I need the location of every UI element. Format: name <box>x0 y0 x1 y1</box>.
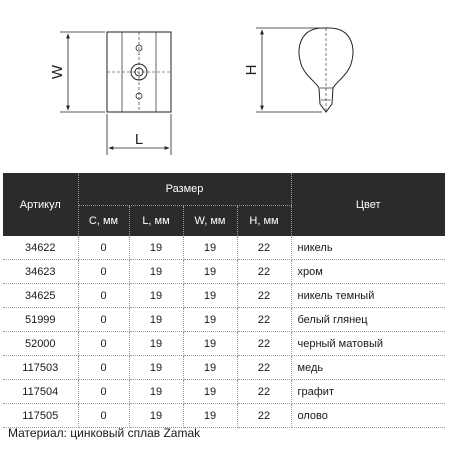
cell-l: 19 <box>129 404 183 428</box>
cell-l: 19 <box>129 236 183 260</box>
dim-w-label: W <box>49 64 66 80</box>
cell-c: 0 <box>78 380 129 404</box>
top-view <box>107 32 171 112</box>
cell-color: медь <box>291 356 445 380</box>
dim-h-label: H <box>243 64 260 76</box>
header-article: Артикул <box>3 173 78 236</box>
cell-w: 19 <box>183 236 237 260</box>
cell-article: 51999 <box>3 308 78 332</box>
table-row <box>3 308 445 332</box>
cell-c: 0 <box>78 356 129 380</box>
header-l: L, мм <box>129 206 183 237</box>
dim-h <box>256 28 322 112</box>
cell-color: олово <box>291 404 445 428</box>
table-row <box>3 404 445 428</box>
table-row <box>3 380 445 404</box>
cell-color: черный матовый <box>291 332 445 356</box>
cell-h: 22 <box>237 332 291 356</box>
cell-l: 19 <box>129 284 183 308</box>
cell-w: 19 <box>183 284 237 308</box>
material-note: Материал: цинковый сплав Zamak <box>8 426 201 440</box>
technical-drawing <box>0 0 450 170</box>
header-h: H, мм <box>237 206 291 237</box>
cell-w: 19 <box>183 260 237 284</box>
cell-c: 0 <box>78 260 129 284</box>
cell-color: хром <box>291 260 445 284</box>
dim-w <box>60 32 105 112</box>
cell-w: 19 <box>183 380 237 404</box>
cell-h: 22 <box>237 308 291 332</box>
header-size-group: Размер <box>78 173 291 206</box>
cell-article: 117505 <box>3 404 78 428</box>
cell-h: 22 <box>237 284 291 308</box>
cell-color: никель темный <box>291 284 445 308</box>
cell-color: никель <box>291 236 445 260</box>
cell-h: 22 <box>237 380 291 404</box>
cell-article: 117503 <box>3 356 78 380</box>
cell-c: 0 <box>78 308 129 332</box>
cell-color: белый глянец <box>291 308 445 332</box>
side-view <box>299 28 353 112</box>
cell-article: 34623 <box>3 260 78 284</box>
table-row <box>3 332 445 356</box>
table-row <box>3 236 445 260</box>
header-color: Цвет <box>291 173 445 236</box>
cell-h: 22 <box>237 260 291 284</box>
cell-c: 0 <box>78 236 129 260</box>
header-c: C, мм <box>78 206 129 237</box>
cell-article: 34622 <box>3 236 78 260</box>
cell-article: 52000 <box>3 332 78 356</box>
cell-w: 19 <box>183 332 237 356</box>
cell-h: 22 <box>237 404 291 428</box>
cell-l: 19 <box>129 260 183 284</box>
header-w: W, мм <box>183 206 237 237</box>
cell-w: 19 <box>183 308 237 332</box>
cell-l: 19 <box>129 308 183 332</box>
cell-article: 34625 <box>3 284 78 308</box>
cell-h: 22 <box>237 236 291 260</box>
table-row <box>3 356 445 380</box>
cell-color: графит <box>291 380 445 404</box>
cell-article: 117504 <box>3 380 78 404</box>
cell-c: 0 <box>78 332 129 356</box>
cell-l: 19 <box>129 356 183 380</box>
dim-l-label: L <box>134 131 144 148</box>
table-row <box>3 260 445 284</box>
cell-w: 19 <box>183 404 237 428</box>
cell-w: 19 <box>183 356 237 380</box>
table-row <box>3 284 445 308</box>
cell-c: 0 <box>78 404 129 428</box>
cell-h: 22 <box>237 356 291 380</box>
cell-l: 19 <box>129 380 183 404</box>
cell-l: 19 <box>129 332 183 356</box>
spec-table <box>3 173 445 428</box>
cell-c: 0 <box>78 284 129 308</box>
